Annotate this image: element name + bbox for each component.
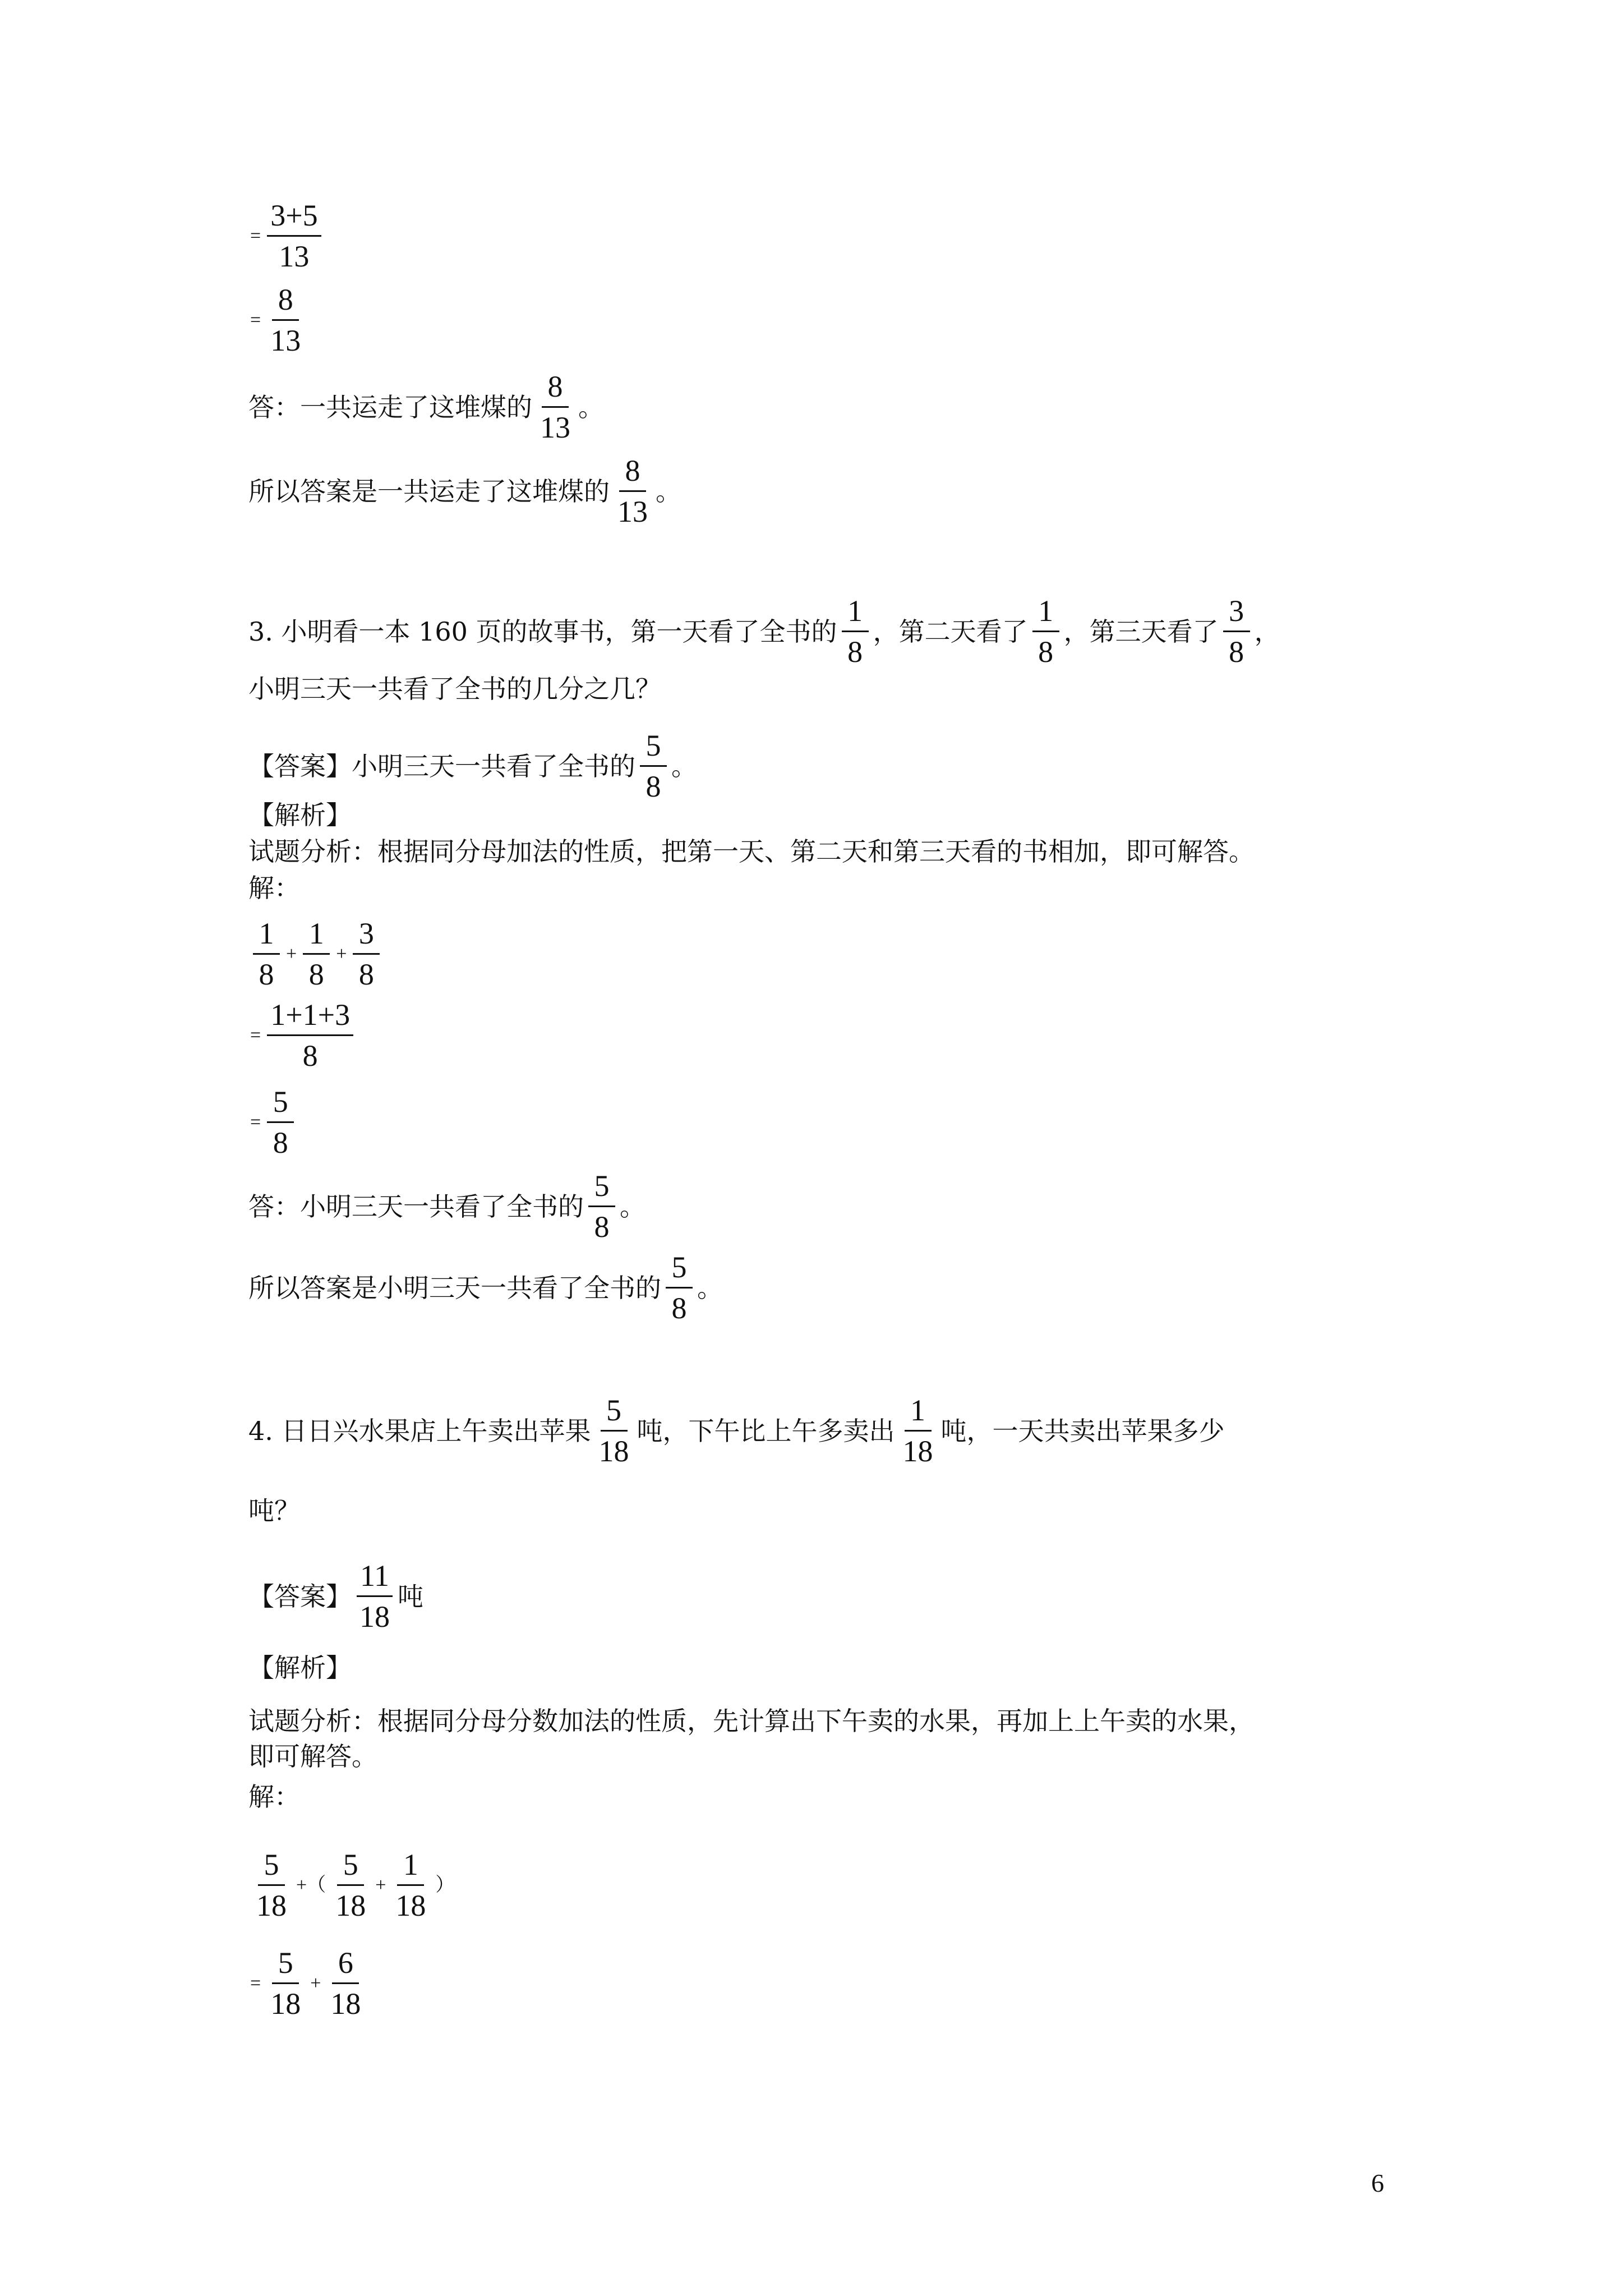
math-operator: =: [250, 225, 261, 246]
fraction-numerator: 1: [397, 1848, 424, 1886]
text-run: 答：一共运走了这堆煤的: [248, 392, 532, 422]
fraction-numerator: 1: [303, 917, 330, 955]
text-line: [248, 999, 358, 1073]
text-run: 吨: [398, 1581, 423, 1612]
fraction: [332, 1848, 369, 1922]
text-run: 即可解答。: [248, 1741, 377, 1772]
fraction-denominator: 13: [270, 324, 301, 358]
text-run: 3. 小明看一本 160 页的故事书，第一天看了全书的: [248, 616, 837, 647]
fraction-numerator: 5: [666, 1251, 693, 1289]
fraction: [1032, 595, 1059, 669]
fraction: [392, 1848, 429, 1922]
fraction: [303, 917, 330, 991]
text-run: 答：小明三天一共看了全书的: [248, 1191, 584, 1222]
fraction-denominator: 8: [308, 958, 324, 992]
fraction-denominator: 18: [330, 1987, 361, 2021]
text-line: [248, 1947, 368, 2021]
fraction-denominator: 18: [598, 1434, 629, 1469]
text-run: 吨，一天共卖出苹果多少: [940, 1415, 1225, 1446]
fraction: [614, 454, 651, 528]
fraction-numerator: 8: [542, 370, 569, 408]
fraction-numerator: 1: [253, 917, 280, 955]
text-run: 。: [620, 1191, 645, 1222]
fraction-numerator: 1+1+3: [267, 999, 353, 1036]
text-run: 【解析】: [248, 1653, 352, 1683]
fraction-denominator: 8: [302, 1039, 318, 1073]
text-run: 。: [656, 476, 681, 507]
text-line: [248, 1251, 723, 1325]
text-line: [248, 729, 697, 803]
fraction-denominator: 18: [395, 1889, 426, 1923]
fraction: [1223, 595, 1250, 669]
fraction-denominator: 8: [847, 635, 863, 669]
fraction-denominator: 18: [359, 1600, 390, 1634]
fraction: [353, 917, 380, 991]
fraction: [842, 595, 869, 669]
fraction-denominator: 13: [540, 411, 570, 445]
text-run: 吨，下午比上午多卖出: [637, 1415, 895, 1446]
fraction-numerator: 8: [272, 283, 299, 321]
text-line: [248, 1085, 298, 1159]
fraction-numerator: 5: [272, 1947, 299, 1984]
math-operator: =: [250, 1024, 261, 1046]
fraction: [267, 999, 353, 1073]
text-run: 4. 日日兴水果店上午卖出苹果: [248, 1415, 591, 1446]
text-run: 解：: [248, 1782, 300, 1812]
fraction: [267, 199, 321, 273]
fraction-denominator: 8: [273, 1126, 288, 1160]
text-line: [248, 199, 326, 273]
fraction: [356, 1559, 393, 1634]
page-number: 6: [1371, 2169, 1384, 2197]
text-line: [248, 875, 300, 901]
text-line: [248, 1848, 456, 1922]
text-run: 试题分析：根据同分母分数加法的性质，先计算出下午卖的水果，再加上上午卖的水果，: [248, 1706, 1255, 1736]
text-run: ，: [1254, 616, 1280, 647]
fraction-numerator: 5: [258, 1848, 285, 1886]
fraction: [666, 1251, 693, 1325]
text-line: [248, 595, 1280, 669]
fraction-numerator: 1: [905, 1394, 932, 1432]
fraction-denominator: 18: [902, 1434, 933, 1469]
text-run: 。: [578, 392, 604, 422]
text-run: 【解析】: [248, 800, 352, 830]
fraction-numerator: 5: [640, 729, 667, 767]
text-line: [248, 836, 1255, 867]
fraction-numerator: 5: [337, 1848, 364, 1886]
fraction-denominator: 13: [279, 240, 310, 274]
text-line: [248, 802, 352, 828]
math-operator: =: [250, 1111, 261, 1133]
fraction-denominator: 18: [270, 1987, 301, 2021]
fraction-denominator: 8: [1038, 635, 1054, 669]
text-line: [248, 454, 681, 528]
text-run: 解：: [248, 873, 300, 903]
text-line: [248, 1498, 300, 1524]
fraction-denominator: 8: [645, 770, 661, 804]
fraction-numerator: 5: [601, 1394, 628, 1432]
fraction: [900, 1394, 937, 1468]
fraction: [267, 283, 304, 357]
math-operator: +: [286, 943, 297, 964]
fraction-numerator: 1: [1032, 595, 1059, 632]
fraction-numerator: 6: [332, 1947, 359, 1984]
math-operator: +: [336, 943, 347, 964]
fraction: [327, 1947, 364, 2021]
math-operator: =: [250, 309, 261, 330]
text-line: [248, 1655, 352, 1681]
text-line: [248, 1708, 1255, 1734]
math-operator: ）: [435, 1874, 455, 1895]
fraction: [596, 1394, 633, 1468]
fraction: [640, 729, 667, 803]
fraction-denominator: 13: [617, 495, 648, 529]
math-operator: +（: [296, 1874, 326, 1895]
fraction: [267, 1947, 304, 2021]
fraction: [253, 1848, 290, 1922]
text-line: [248, 917, 384, 991]
fraction: [267, 1085, 294, 1159]
fraction-numerator: 11: [357, 1559, 393, 1597]
fraction: [588, 1170, 615, 1244]
fraction-denominator: 8: [358, 958, 374, 992]
fraction-numerator: 8: [619, 454, 646, 492]
fraction-denominator: 18: [335, 1889, 366, 1923]
text-run: 小明三天一共看了全书的几分之几？: [248, 674, 661, 704]
text-line: [248, 370, 604, 444]
fraction-numerator: 3: [353, 917, 380, 955]
fraction-numerator: 3+5: [267, 199, 321, 237]
fraction-numerator: 5: [267, 1085, 294, 1123]
text-line: [248, 1170, 645, 1244]
fraction-denominator: 8: [259, 958, 274, 992]
fraction-denominator: 8: [1229, 635, 1244, 669]
text-run: 。: [697, 1272, 723, 1303]
text-line: [248, 1784, 300, 1810]
text-run: 【答案】: [248, 1581, 352, 1612]
text-run: 试题分析：根据同分母加法的性质，把第一天、第二天和第三天看的书相加，即可解答。: [248, 836, 1255, 867]
text-run: 吨？: [248, 1496, 300, 1526]
text-run: 所以答案是小明三天一共看了全书的: [248, 1272, 661, 1303]
text-line: [248, 1394, 1225, 1468]
fraction-numerator: 3: [1223, 595, 1250, 632]
fraction: [537, 370, 574, 444]
text-run: 。: [671, 751, 697, 781]
text-run: ，第三天看了: [1063, 616, 1219, 647]
fraction-denominator: 8: [671, 1291, 687, 1326]
text-line: [248, 1741, 377, 1772]
text-line: [248, 283, 308, 357]
fraction-denominator: 18: [256, 1889, 287, 1923]
text-run: 【答案】小明三天一共看了全书的: [248, 751, 635, 781]
fraction: [253, 917, 280, 991]
text-run: ，第二天看了: [873, 616, 1028, 647]
fraction-denominator: 8: [594, 1210, 610, 1244]
text-run: 所以答案是一共运走了这堆煤的: [248, 476, 610, 507]
math-operator: +: [375, 1874, 386, 1895]
fraction-numerator: 5: [588, 1170, 615, 1207]
text-line: [248, 1559, 423, 1634]
text-line: [248, 676, 661, 702]
math-operator: +: [310, 1972, 321, 1994]
math-operator: =: [250, 1972, 261, 1994]
fraction-numerator: 1: [842, 595, 869, 632]
